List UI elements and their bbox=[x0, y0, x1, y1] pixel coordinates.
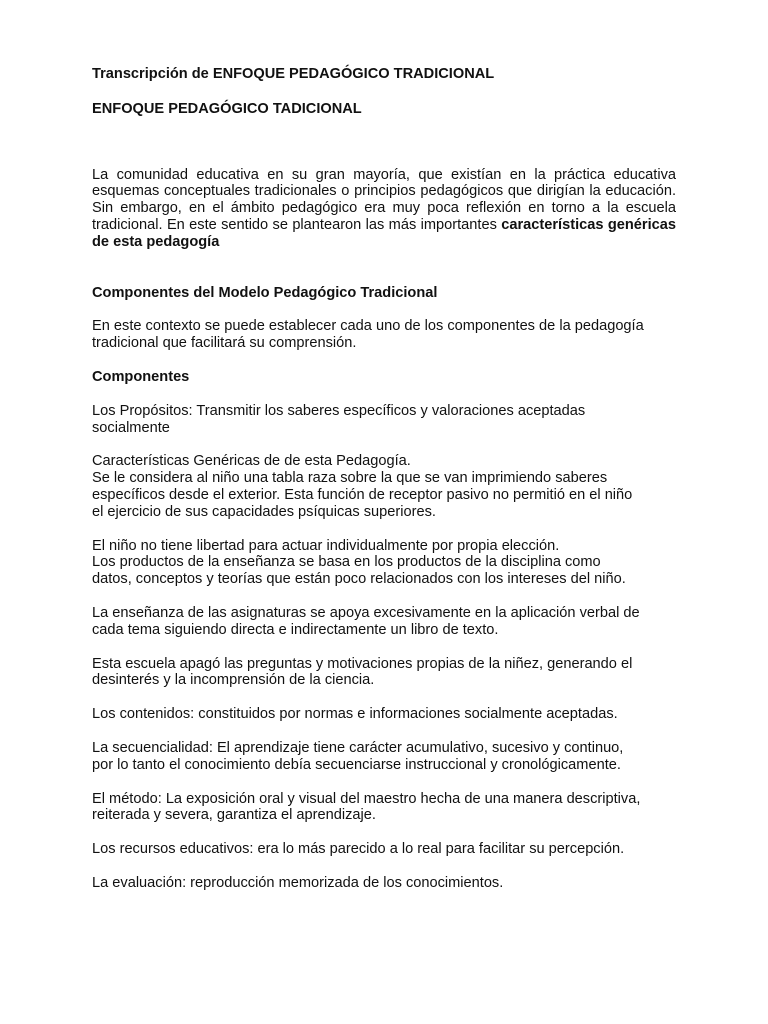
paragraph-line: El niño no tiene libertad para actuar individualmente por propia elección. bbox=[92, 537, 560, 554]
component-paragraph-evaluation bbox=[92, 875, 676, 892]
intro-bold-tail: características genéricas de esta pedagogía bbox=[92, 216, 676, 250]
paragraph-line: específicos desde el exterior. Esta función de receptor pasivo no permitió en el niño bbox=[92, 486, 633, 503]
paragraph-line: datos, conceptos y teorías que están poco relacionados con los intereses del niño. bbox=[92, 571, 626, 588]
component-paragraph-contents bbox=[92, 706, 676, 723]
paragraph-line: Los productos de la enseñanza se basa en los productos de la disciplina como bbox=[92, 554, 601, 571]
component-paragraph-teaching bbox=[92, 605, 676, 639]
paragraph-line: Se le considera al niño una tabla raza sobre la que se van imprimiendo saberes bbox=[92, 470, 608, 487]
paragraph-line: por lo tanto el conocimiento debía secuenciarse instruccional y cronológicamente. bbox=[92, 756, 621, 773]
paragraph-line: Esta escuela apagó las preguntas y motivaciones propias de la niñez, generando el bbox=[92, 655, 633, 672]
component-paragraph-freedom bbox=[92, 538, 676, 588]
section-heading: Componentes del Modelo Pedagógico Tradicional bbox=[92, 284, 438, 301]
paragraph-line: La enseñanza de las asignaturas se apoya excesivamente en la aplicación verbal de bbox=[92, 604, 640, 621]
paragraph-line: desinterés y la incomprensión de la ciencia. bbox=[92, 672, 375, 689]
intro-paragraph bbox=[92, 167, 676, 251]
paragraph-line: reiterada y severa, garantiza el aprendizaje. bbox=[92, 807, 376, 824]
paragraph-line: Los contenidos: constituidos por normas e informaciones socialmente aceptadas. bbox=[92, 706, 618, 723]
paragraph-line: El método: La exposición oral y visual del maestro hecha de una manera descriptiva, bbox=[92, 790, 641, 807]
paragraph-line: cada tema siguiendo directa e indirectamente un libro de texto. bbox=[92, 621, 499, 638]
component-paragraph-sequence bbox=[92, 740, 676, 774]
component-paragraph-resources bbox=[92, 841, 676, 858]
component-paragraph-purposes bbox=[92, 403, 676, 437]
paragraph-line: Los Propósitos: Transmitir los saberes específicos y valoraciones aceptadas bbox=[92, 402, 586, 419]
paragraph-line: La evaluación: reproducción memorizada de los conocimientos. bbox=[92, 874, 504, 891]
paragraph-line: Características Genéricas de de esta Pedagogía. bbox=[92, 453, 411, 470]
intro-text: La comunidad educativa en su gran mayoría, que existían en la práctica educativa esquemas conceptuales tradicionales o principios pedagógicos que dirigían la educación. Sin embargo, en el ámbito pedagógico era muy poca reflexión en torno a la escuela tradicional. En este sentido se plantearon las más importantes bbox=[92, 166, 676, 233]
paragraph-line: socialmente bbox=[92, 419, 170, 436]
components-list bbox=[92, 403, 676, 892]
document-title: Transcripción de ENFOQUE PEDAGÓGICO TRADICIONAL bbox=[92, 66, 495, 82]
component-paragraph-characteristics bbox=[92, 453, 676, 520]
paragraph-line: La secuencialidad: El aprendizaje tiene carácter acumulativo, sucesivo y continuo, bbox=[92, 739, 624, 756]
paragraph-line: Los recursos educativos: era lo más parecido a lo real para facilitar su percepción. bbox=[92, 841, 625, 858]
component-paragraph-school bbox=[92, 656, 676, 690]
component-paragraph-method bbox=[92, 791, 676, 825]
paragraph-line: el ejercicio de sus capacidades psíquicas superiores. bbox=[92, 503, 436, 520]
components-heading: Componentes bbox=[92, 368, 190, 385]
document-subtitle: ENFOQUE PEDAGÓGICO TADICIONAL bbox=[92, 100, 362, 117]
section-intro: En este contexto se puede establecer cada uno de los componentes de la pedagogía tradicional que facilitará su comprensión. bbox=[92, 318, 644, 352]
